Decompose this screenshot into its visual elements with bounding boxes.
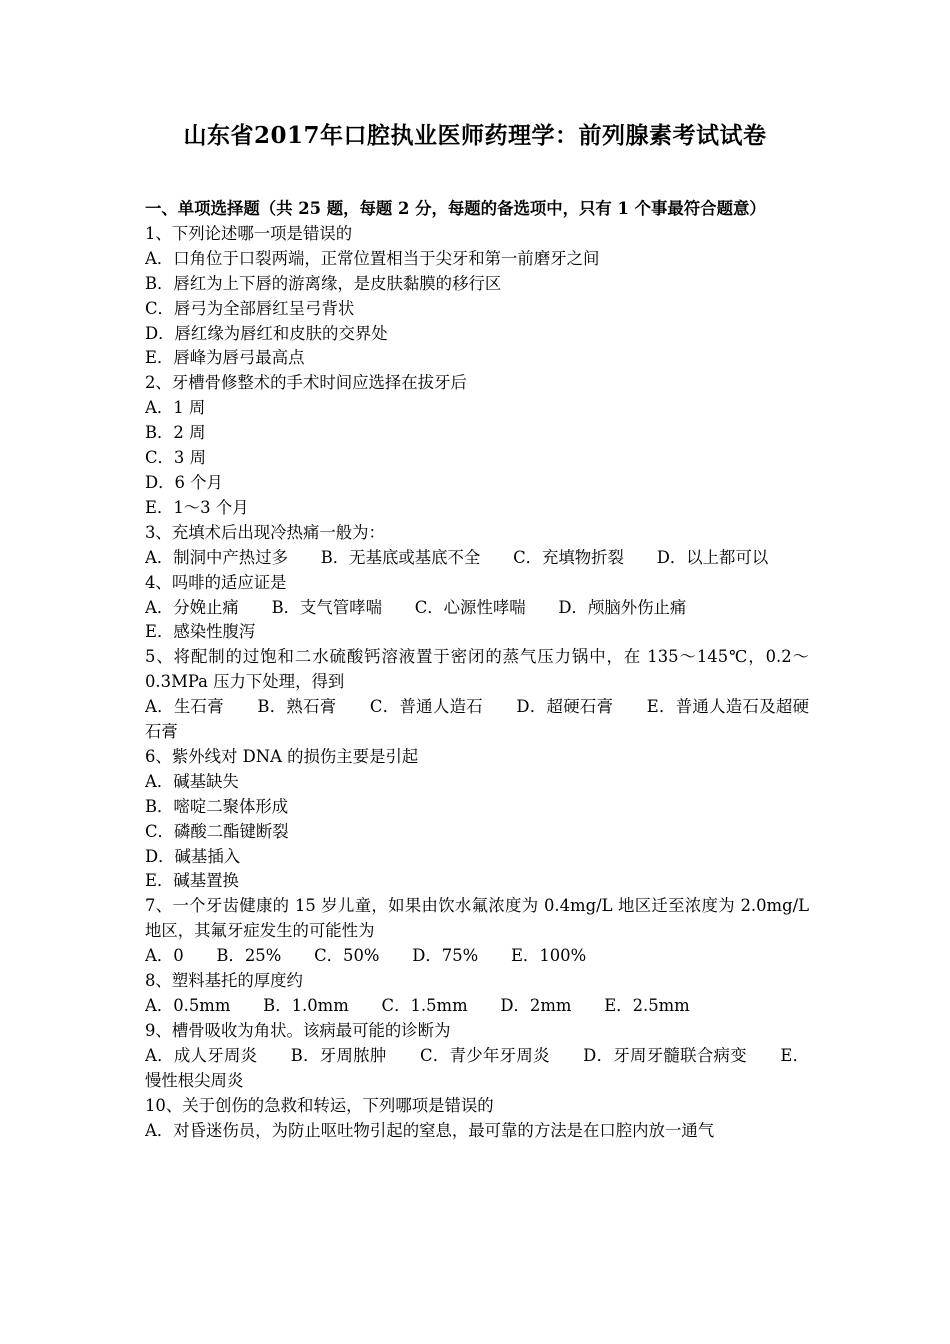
option-line: E．1～3 个月: [145, 497, 249, 517]
option-line: D．碱基插入: [145, 846, 241, 866]
option-line: D．唇红缘为唇红和皮肤的交界处: [145, 323, 388, 343]
option-line: A．碱基缺失: [145, 771, 239, 791]
option-line: A．口角位于口裂两端，正常位置相当于尖牙和第一前磨牙之间: [145, 248, 600, 268]
option-line: A．生石膏 B．熟石膏 C．普通人造石 D．超硬石膏 E．普通人造石及超硬石膏: [145, 697, 809, 742]
option-line: A．0 B．25% C．50% D．75% E．100%: [145, 946, 587, 966]
question-10: 10、关于创伤的急救和转运，下列哪项是错误的: [145, 1095, 494, 1115]
option-line: B．唇红为上下唇的游离缘，是皮肤黏膜的移行区: [145, 273, 502, 293]
document-body: [145, 197, 809, 1143]
question-9: 9、槽骨吸收为角状。该病最可能的诊断为: [145, 1020, 451, 1040]
question-6: 6、紫外线对 DNA 的损伤主要是引起: [145, 746, 419, 766]
question-3: 3、充填术后出现冷热痛一般为：: [145, 522, 385, 542]
page-title: 山东省2017年口腔执业医师药理学：前列腺素考试试卷: [183, 122, 767, 149]
option-line: A．制洞中产热过多 B．无基底或基底不全 C．充填物折裂 D．以上都可以: [145, 547, 769, 567]
option-line: E．唇峰为唇弓最高点: [145, 348, 305, 368]
option-line: C．3 周: [145, 448, 206, 468]
option-line: B．嘧啶二聚体形成: [145, 796, 289, 816]
question-2: 2、牙槽骨修整术的手术时间应选择在拔牙后: [145, 373, 467, 393]
option-line: A．对昏迷伤员，为防止呕吐物引起的窒息，最可靠的方法是在口腔内放一通气: [145, 1120, 715, 1140]
question-7: 7、一个牙齿健康的 15 岁儿童，如果由饮水氟浓度为 0.4mg/L 地区迁至浓度为 2.0mg/L 地区，其氟牙症发生的可能性为: [145, 896, 809, 941]
option-line: E．感染性腹泻: [145, 622, 256, 642]
section-heading: 一、单项选择题（共 25 题，每题 2 分，每题的备选项中，只有 1 个事最符合题意）: [145, 199, 766, 218]
question-1: 1、下列论述哪一项是错误的: [145, 223, 353, 243]
option-line: C．磷酸二酯键断裂: [145, 821, 289, 841]
option-line: C．唇弓为全部唇红呈弓背状: [145, 298, 355, 318]
option-line: A．成人牙周炎 B．牙周脓肿 C．青少年牙周炎 D．牙周牙髓联合病变 E．慢性根尖周炎: [145, 1045, 809, 1090]
option-line: D．6 个月: [145, 472, 223, 492]
option-line: A．分娩止痛 B．支气管哮喘 C．心源性哮喘 D．颅脑外伤止痛: [145, 597, 687, 617]
question-4: 4、吗啡的适应证是: [145, 572, 287, 592]
option-line: A．0.5mm B．1.0mm C．1.5mm D．2mm E．2.5mm: [145, 996, 690, 1015]
option-line: E．碱基置换: [145, 871, 239, 891]
option-line: A．1 周: [145, 398, 206, 418]
question-8: 8、塑料基托的厚度约: [145, 971, 303, 991]
option-line: B．2 周: [145, 423, 206, 443]
question-5: 5、将配制的过饱和二水硫酸钙溶液置于密闭的蒸气压力锅中，在 135～145℃，0.2～0.3MPa 压力下处理，得到: [145, 647, 809, 692]
